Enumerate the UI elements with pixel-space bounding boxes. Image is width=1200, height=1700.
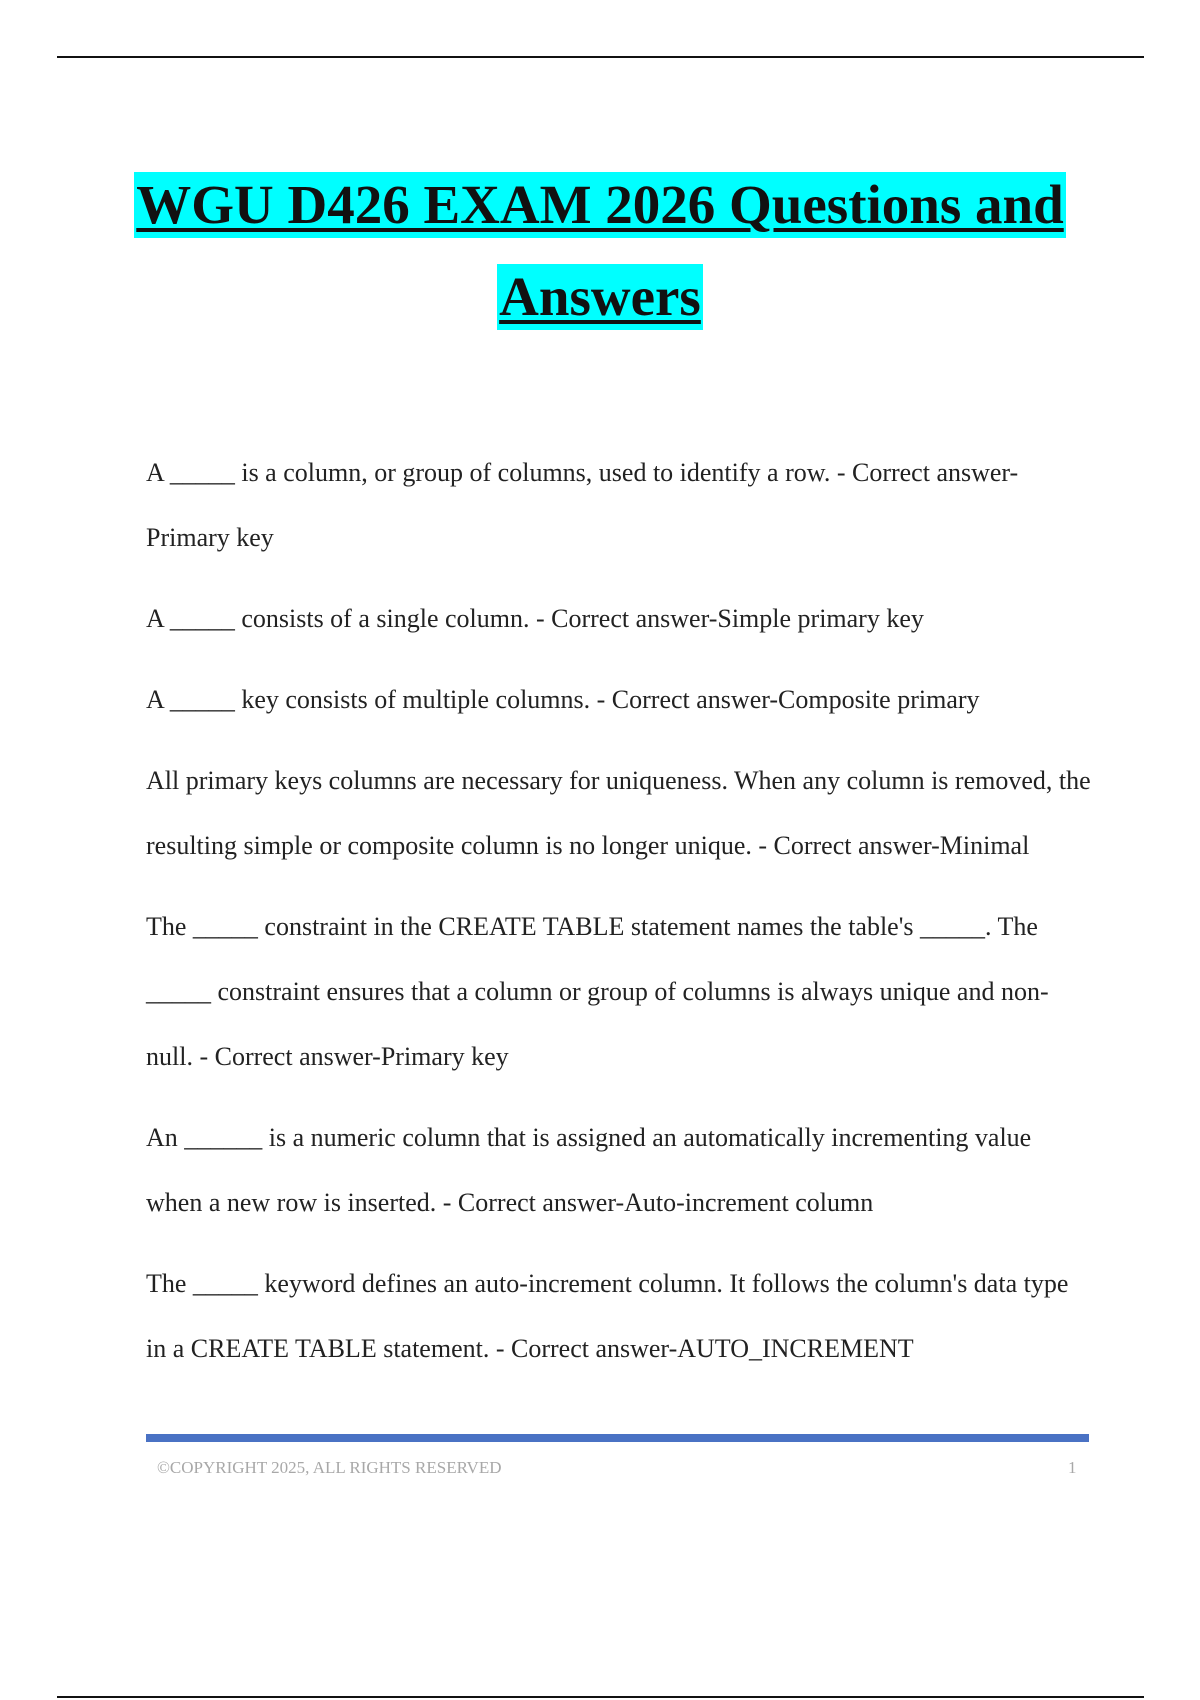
footer-copyright: ©COPYRIGHT 2025, ALL RIGHTS RESERVED	[157, 1458, 502, 1477]
qa-item: A _____ key consists of multiple columns. - Correct answer-Composite primary	[146, 685, 980, 714]
title-line-2: Answers	[497, 264, 703, 330]
bottom-rule	[57, 1696, 1144, 1698]
qa-item: A _____ consists of a single column. - Correct answer-Simple primary key	[146, 604, 924, 633]
page-number: 1	[1068, 1458, 1077, 1477]
document-title	[0, 172, 1200, 356]
qa-item: The _____ keyword defines an auto-increment column. It follows the column's data type in a CREATE TABLE statement. - Correct answer-AUTO_INCREMENT	[146, 1269, 1069, 1363]
title-line-1: WGU D426 EXAM 2026 Questions and	[134, 172, 1065, 238]
top-rule	[57, 56, 1144, 58]
qa-item: The _____ constraint in the CREATE TABLE statement names the table's _____. The _____ constraint ensures that a column or group of columns is always unique and non-null. - Correct answer-Primary key	[146, 912, 1049, 1071]
footer-bar	[146, 1434, 1089, 1442]
qa-item: A _____ is a column, or group of columns, used to identify a row. - Correct answer-Primary key	[146, 458, 1019, 552]
qa-item: An ______ is a numeric column that is assigned an automatically incrementing value when a new row is inserted. - Correct answer-Auto-increment column	[146, 1123, 1032, 1217]
qa-item: All primary keys columns are necessary for uniqueness. When any column is removed, the resulting simple or composite column is no longer unique. - Correct answer-Minimal	[146, 766, 1091, 860]
qa-list	[146, 440, 1091, 1397]
